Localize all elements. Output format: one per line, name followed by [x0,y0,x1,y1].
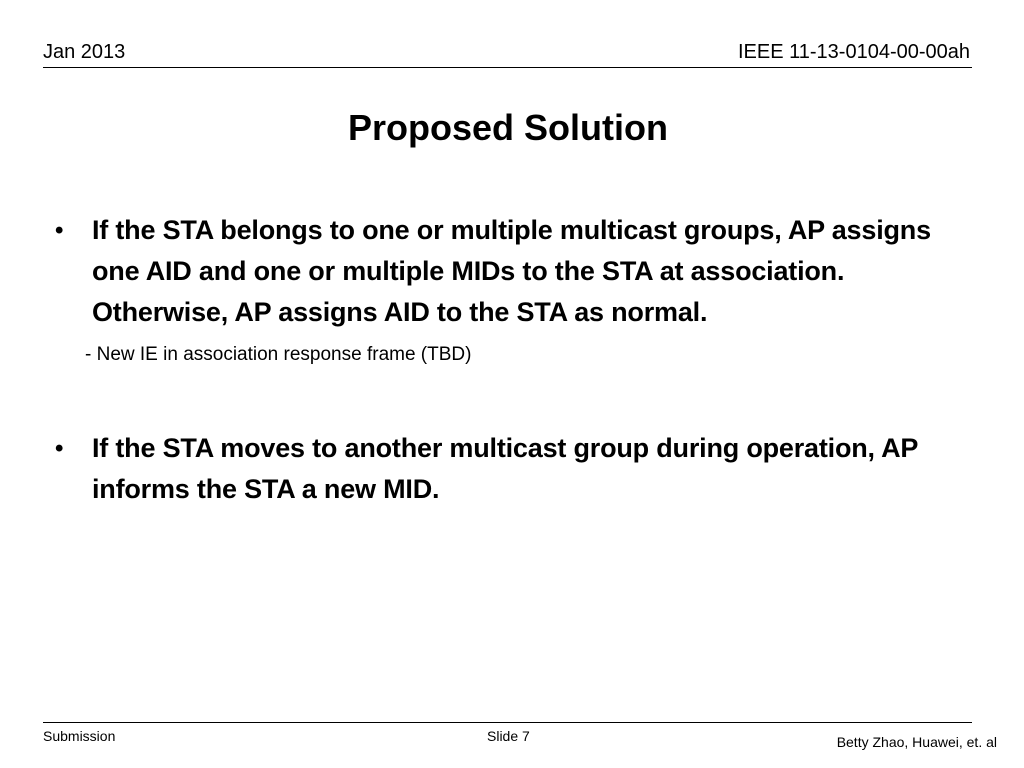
bullet-text: If the STA belongs to one or multiple multicast groups, AP assigns one AID and one or multiple MIDs to the STA at association. Otherwise, AP assigns AID to the STA as normal. [92,215,931,327]
bullet-text: If the STA moves to another multicast group during operation, AP informs the STA a new MID. [92,433,918,504]
bullet-subnote: - New IE in association response frame (TBD) [85,344,472,365]
bullet-icon: • [55,435,64,462]
slide-title: Proposed Solution [348,107,668,148]
footer-submission: Submission [43,728,116,744]
header-divider [43,67,972,68]
header-document-id: IEEE 11-13-0104-00-00ah [737,41,970,63]
footer-slide-number: Slide 7 [487,728,530,744]
bullet-icon: • [55,217,64,244]
footer-authors: Betty Zhao, Huawei, et. al [836,734,997,750]
header-date: Jan 2013 [43,41,126,63]
bullet-item [55,428,955,510]
bullet-item [55,210,955,333]
footer-divider [43,722,972,723]
